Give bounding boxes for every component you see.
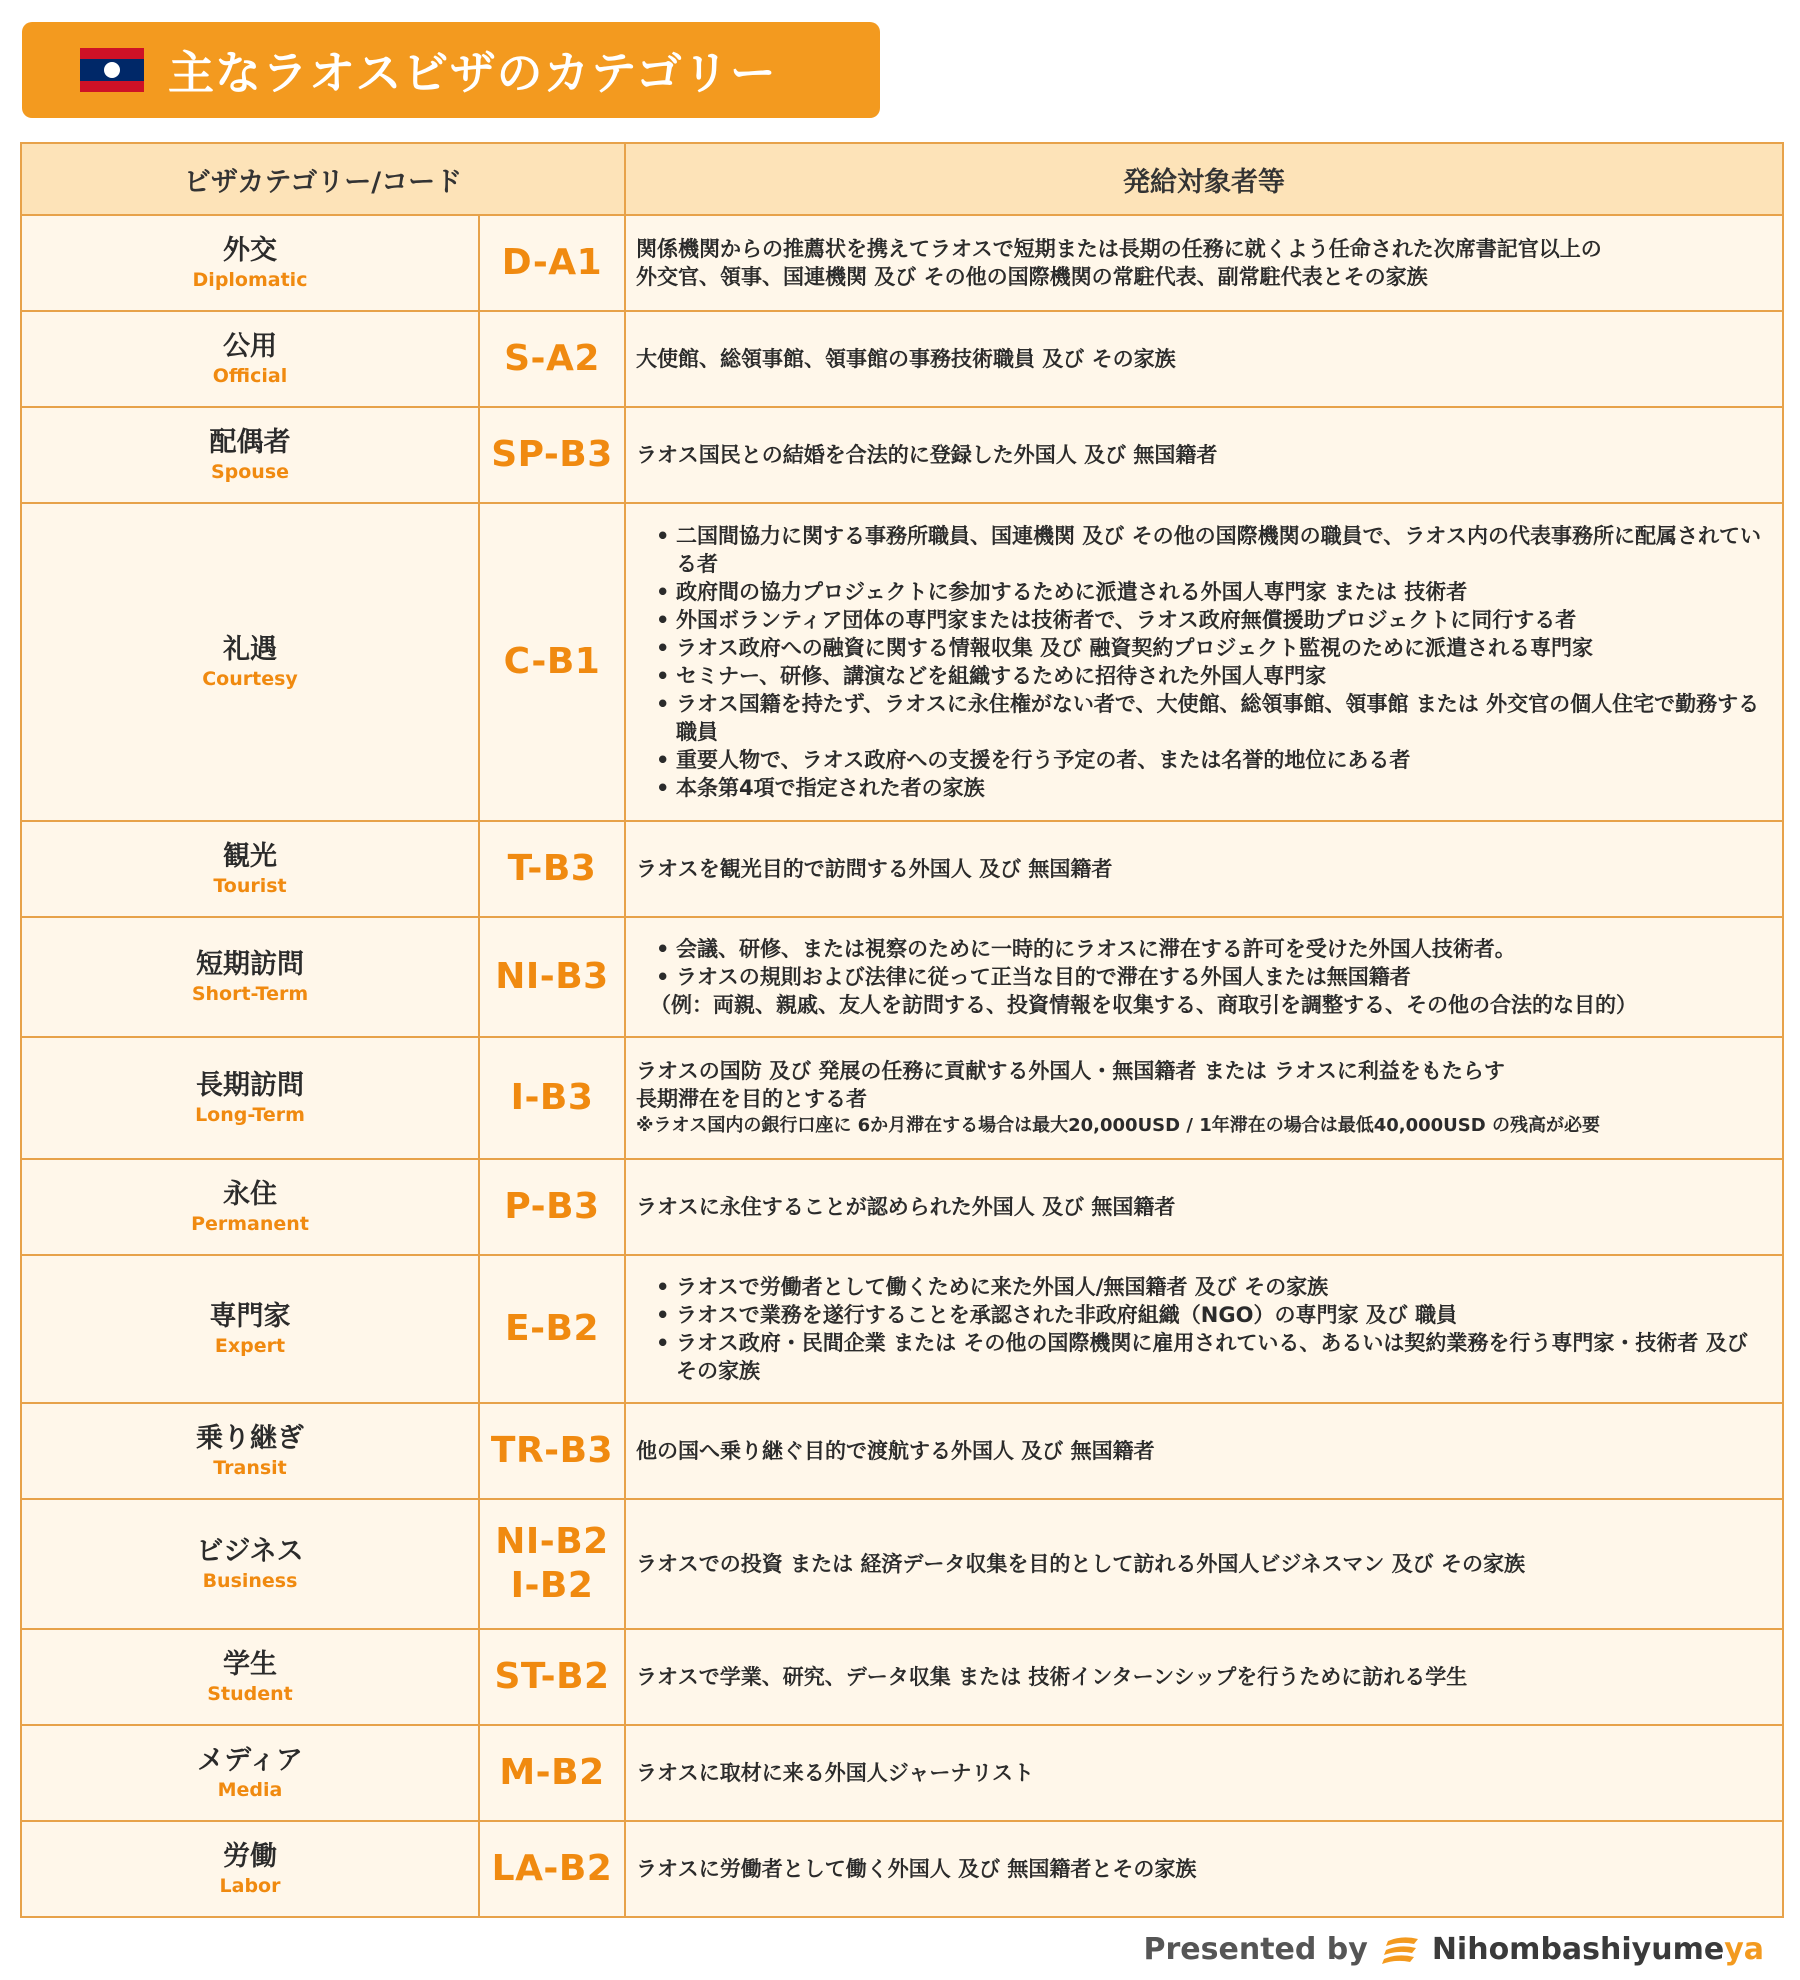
column-header-description: 発給対象者等 <box>625 143 1783 215</box>
table-row <box>21 1037 1783 1159</box>
category-en: Transit <box>213 1457 287 1479</box>
description-line: ラオスでの投資 または 経済データ収集を目的として訪れる外国人ビジネスマン 及び その家族 <box>636 1552 1525 1576</box>
category-en: Courtesy <box>202 668 298 690</box>
description-cell <box>625 1159 1783 1255</box>
visa-code: E-B2 <box>504 1308 600 1349</box>
description-cell <box>625 1821 1783 1917</box>
category-en: Long-Term <box>195 1104 305 1126</box>
category-en: Labor <box>219 1875 281 1897</box>
visa-category-table <box>20 142 1784 1918</box>
table-row <box>21 1821 1783 1917</box>
visa-code: NI-B2 <box>495 1521 609 1562</box>
category-ja: 短期訪問 <box>196 949 304 980</box>
table-row <box>21 821 1783 917</box>
description-example: （例：両親、親戚、友人を訪問する、投資情報を収集する、商取引を調整する、その他の合法的な目的） <box>650 993 1637 1017</box>
category-en: Business <box>202 1570 298 1592</box>
visa-code: M-B2 <box>499 1752 605 1793</box>
presented-by-label: Presented by <box>1143 1932 1368 1967</box>
page-title: 主なラオスビザのカテゴリー <box>168 46 777 100</box>
code-cell <box>479 917 625 1037</box>
category-cell <box>21 1255 479 1403</box>
list-item: • 会議、研修、または視察のために一時的にラオスに滞在する許可を受けた外国人技術者。 <box>656 935 1772 963</box>
category-cell <box>21 917 479 1037</box>
category-cell <box>21 1499 479 1629</box>
list-item: • ラオスの規則および法律に従って正当な目的で滞在する外国人または無国籍者 <box>656 963 1772 991</box>
category-cell <box>21 311 479 407</box>
list-item: • ラオス国籍を持たず、ラオスに永住権がない者で、大使館、総領事館、領事館 または 外交官の個人住宅で勤務する職員 <box>656 690 1772 746</box>
table-row <box>21 311 1783 407</box>
description-cell <box>625 1403 1783 1499</box>
table-row <box>21 407 1783 503</box>
category-cell <box>21 1037 479 1159</box>
visa-code: T-B3 <box>507 848 597 889</box>
code-cell <box>479 407 625 503</box>
list-item: • ラオス政府への融資に関する情報収集 及び 融資契約プロジェクト監視のために派遣される専門家 <box>656 634 1772 662</box>
table-header-row <box>21 143 1783 215</box>
category-en: Tourist <box>213 875 287 897</box>
category-ja: 学生 <box>223 1649 277 1680</box>
category-cell <box>21 821 479 917</box>
category-ja: 労働 <box>223 1841 277 1872</box>
category-ja: 配偶者 <box>209 427 291 458</box>
list-item: • ラオスで業務を遂行することを承認された非政府組織（NGO）の専門家 及び 職員 <box>656 1301 1772 1329</box>
code-cell <box>479 1403 625 1499</box>
code-cell <box>479 1499 625 1629</box>
list-item: • ラオスで労働者として働くために来た外国人/無国籍者 及び その家族 <box>656 1273 1772 1301</box>
description-line: 長期滞在を目的とする者 <box>636 1087 867 1111</box>
list-item: • ラオス政府・民間企業 または その他の国際機関に雇用されている、あるいは契約業務を行う専門家・技術者 及び その家族 <box>656 1329 1772 1385</box>
description-cell <box>625 917 1783 1037</box>
description-line: ラオスを観光目的で訪問する外国人 及び 無国籍者 <box>636 857 1113 881</box>
description-line: ラオスに取材に来る外国人ジャーナリスト <box>636 1761 1034 1785</box>
visa-code: NI-B3 <box>495 956 609 997</box>
code-cell <box>479 503 625 821</box>
category-cell <box>21 1821 479 1917</box>
code-cell <box>479 1159 625 1255</box>
table-row <box>21 503 1783 821</box>
table-row <box>21 1159 1783 1255</box>
category-en: Media <box>217 1779 283 1801</box>
code-cell <box>479 1255 625 1403</box>
list-item: • 二国間協力に関する事務所職員、国連機関 及び その他の国際機関の職員で、ラオス内の代表事務所に配属されている者 <box>656 522 1772 578</box>
description-cell <box>625 1255 1783 1403</box>
table-row <box>21 1629 1783 1725</box>
category-ja: 永住 <box>223 1179 277 1210</box>
description-cell <box>625 503 1783 821</box>
category-cell <box>21 1725 479 1821</box>
list-item: • 外国ボランティア団体の専門家または技術者で、ラオス政府無償援助プロジェクトに同行する者 <box>656 606 1772 634</box>
category-cell <box>21 1629 479 1725</box>
description-list <box>636 522 1772 802</box>
description-line: ラオスで学業、研究、データ収集 または 技術インターンシップを行うために訪れる学生 <box>636 1665 1468 1689</box>
title-banner <box>22 22 880 118</box>
category-ja: 礼遇 <box>223 634 277 665</box>
description-cell <box>625 311 1783 407</box>
category-ja: ビジネス <box>196 1536 304 1567</box>
category-cell <box>21 215 479 311</box>
brand-stripes-icon <box>1382 1933 1422 1967</box>
column-header-category: ビザカテゴリー/コード <box>21 143 625 215</box>
visa-code: C-B1 <box>503 641 601 682</box>
code-cell <box>479 311 625 407</box>
description-line: 大使館、総領事館、領事館の事務技術職員 及び その家族 <box>636 347 1176 371</box>
description-line: ラオスに永住することが認められた外国人 及び 無国籍者 <box>636 1195 1176 1219</box>
code-cell <box>479 215 625 311</box>
visa-code: I-B3 <box>510 1077 594 1118</box>
category-en: Short-Term <box>191 983 309 1005</box>
table-row <box>21 1499 1783 1629</box>
category-ja: メディア <box>197 1745 303 1776</box>
table-row <box>21 1255 1783 1403</box>
code-cell <box>479 1037 625 1159</box>
category-ja: 外交 <box>223 235 277 266</box>
description-list <box>636 935 1772 991</box>
table-row <box>21 1725 1783 1821</box>
list-item: • 重要人物で、ラオス政府への支援を行う予定の者、または名誉的地位にある者 <box>656 746 1772 774</box>
code-cell <box>479 1629 625 1725</box>
category-en: Expert <box>214 1335 286 1357</box>
code-cell <box>479 1725 625 1821</box>
description-cell <box>625 1725 1783 1821</box>
description-line: ラオスの国防 及び 発展の任務に貢献する外国人・無国籍者 または ラオスに利益をもたらす <box>636 1059 1505 1083</box>
laos-flag-icon <box>80 48 144 92</box>
category-en: Official <box>212 365 288 387</box>
table-row <box>21 917 1783 1037</box>
visa-code: LA-B2 <box>491 1848 613 1889</box>
description-cell <box>625 1499 1783 1629</box>
category-ja: 乗り継ぎ <box>196 1423 304 1454</box>
list-item: • 政府間の協力プロジェクトに参加するために派遣される外国人専門家 または 技術者 <box>656 578 1772 606</box>
category-cell <box>21 407 479 503</box>
description-cell <box>625 407 1783 503</box>
category-cell <box>21 1403 479 1499</box>
category-ja: 観光 <box>223 841 277 872</box>
code-cell <box>479 821 625 917</box>
category-en: Permanent <box>191 1213 309 1235</box>
table-row <box>21 215 1783 311</box>
description-cell <box>625 821 1783 917</box>
category-en: Student <box>207 1683 293 1705</box>
category-en: Diplomatic <box>192 269 308 291</box>
category-ja: 長期訪問 <box>196 1070 304 1101</box>
footer-credit <box>1144 1932 1765 1967</box>
category-ja: 公用 <box>223 331 277 362</box>
visa-code-secondary: I-B2 <box>510 1565 594 1606</box>
description-list <box>636 1273 1772 1385</box>
visa-code: TR-B3 <box>490 1430 614 1471</box>
description-line: 他の国へ乗り継ぐ目的で渡航する外国人 及び 無国籍者 <box>636 1439 1155 1463</box>
visa-code: ST-B2 <box>494 1656 610 1697</box>
category-cell <box>21 1159 479 1255</box>
visa-code: D-A1 <box>501 242 603 283</box>
description-cell <box>625 215 1783 311</box>
category-cell <box>21 503 479 821</box>
list-item: • 本条第4項で指定された者の家族 <box>656 774 1772 802</box>
description-cell <box>625 1629 1783 1725</box>
list-item: • セミナー、研修、講演などを組織するために招待された外国人専門家 <box>656 662 1772 690</box>
description-line: 関係機関からの推薦状を携えてラオスで短期または長期の任務に就くよう任命された次席書記官以上の <box>636 237 1602 261</box>
brand-logo-text: Nihombashiyumeya <box>1431 1932 1764 1967</box>
description-line: 外交官、領事、国連機関 及び その他の国際機関の常駐代表、副常駐代表とその家族 <box>636 265 1428 289</box>
visa-code: S-A2 <box>504 338 600 379</box>
category-ja: 専門家 <box>209 1301 291 1332</box>
description-note: ※ラオス国内の銀行口座に 6か月滞在する場合は最大20,000USD / 1年滞在の場合は最低40,000USD の残高が必要 <box>636 1115 1600 1136</box>
description-line: ラオス国民との結婚を合法的に登録した外国人 及び 無国籍者 <box>636 443 1218 467</box>
description-line: ラオスに労働者として働く外国人 及び 無国籍者とその家族 <box>636 1857 1197 1881</box>
code-cell <box>479 1821 625 1917</box>
visa-code: P-B3 <box>504 1186 600 1227</box>
visa-code: SP-B3 <box>491 434 613 475</box>
description-cell <box>625 1037 1783 1159</box>
category-en: Spouse <box>210 461 290 483</box>
table-row <box>21 1403 1783 1499</box>
